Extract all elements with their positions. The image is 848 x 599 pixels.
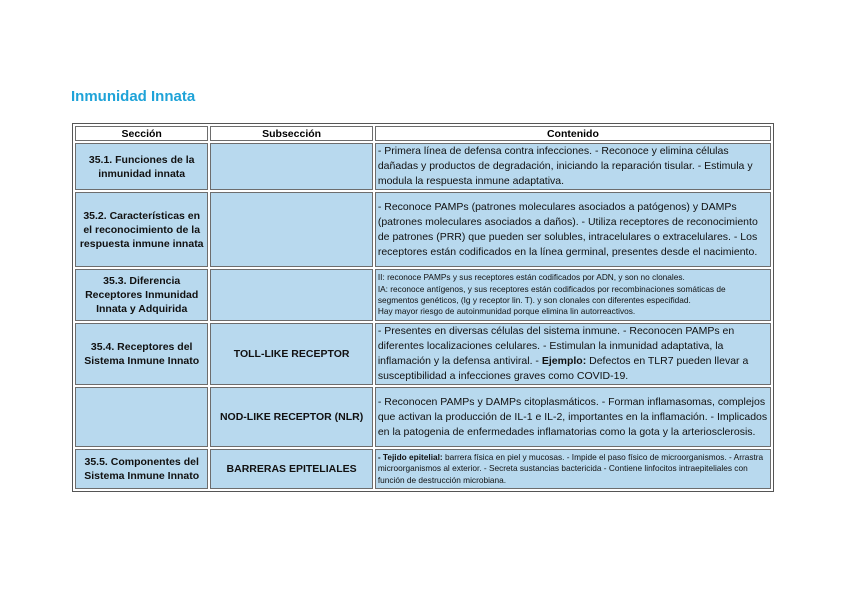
cell-subseccion — [210, 269, 372, 321]
cell-subseccion: BARRERAS EPITELIALES — [210, 449, 372, 489]
content-line: IA: reconoce antígenos, y sus receptores están codificados por recombinaciones somáticas de segmentos genéticos, (Ig y receptor lin. T). y son clonales con diferentes especifidad. — [377, 283, 726, 305]
table-row — [75, 143, 771, 190]
cell-seccion: 35.3. Diferencia Receptores Inmunidad Innata y Adquirida — [75, 269, 208, 321]
cell-seccion: 35.5. Componentes del Sistema Inmune Innato — [75, 449, 208, 489]
header-row — [75, 126, 771, 141]
cell-subseccion: TOLL-LIKE RECEPTOR — [210, 323, 372, 385]
content-bold: - Tejido epitelial: — [377, 451, 443, 462]
cell-contenido: - Primera línea de defensa contra infecciones. - Reconoce y elimina células dañadas y productos de degradación, iniciando la reparación tisular. - Estimula y modula la respuesta inmune adaptativa. — [375, 143, 771, 190]
header-contenido: Contenido — [375, 126, 771, 141]
cell-seccion: 35.2. Características en el reconocimiento de la respuesta inmune innata — [75, 192, 208, 267]
content-text: Defectos en TLR7 pueden llevar a susceptibilidad a infecciones graves como COVID-19. — [377, 355, 749, 382]
cell-subseccion: NOD-LIKE RECEPTOR (NLR) — [210, 387, 372, 447]
table-row — [75, 323, 771, 385]
content-line: Hay mayor riesgo de autoinmunidad porque elimina lin autorreactivos. — [377, 306, 636, 317]
cell-seccion — [75, 387, 208, 447]
cell-contenido: - Reconoce PAMPs (patrones moleculares asociados a patógenos) y DAMPs (patrones moleculares asociados a daños). - Utiliza receptores de reconocimiento de patrones (PRR) que pueden ser solubles, intracelulares o extracelulares. - Los receptores están codificados en la línea germinal, presentes desde el nacimiento. — [375, 192, 771, 267]
cell-subseccion — [210, 143, 372, 190]
table-row — [75, 449, 771, 489]
content-line: II: reconoce PAMPs y sus receptores están codificados por ADN, y son no clonales. — [377, 272, 685, 283]
cell-seccion: 35.1. Funciones de la inmunidad innata — [75, 143, 208, 190]
table-row — [75, 269, 771, 321]
table-row — [75, 192, 771, 267]
cell-contenido — [375, 269, 771, 321]
content-bold: Ejemplo: — [541, 355, 587, 367]
header-subseccion: Subsección — [210, 126, 372, 141]
cell-seccion: 35.4. Receptores del Sistema Inmune Innato — [75, 323, 208, 385]
content-text: barrera física en piel y mucosas. - Impide el paso físico de microorganismos. - Arrastra microorganismos al exterior. - Secreta sustancias bactericida - Contiene linfocitos intraepiteliales con función de destrucción microbiana. — [377, 451, 764, 485]
page-title: Inmunidad Innata — [71, 88, 196, 105]
content-text: - Presentes en diversas células del sistema inmune. - Reconocen PAMPs en diferentes localizaciones celulares. - Estimulan la inmunidad adaptativa, la inflamación y la defensa antiviral. - — [377, 325, 735, 367]
header-seccion: Sección — [75, 126, 208, 141]
table-row — [75, 387, 771, 447]
cell-contenido — [375, 323, 771, 385]
cell-contenido: - Reconocen PAMPs y DAMPs citoplasmáticos. - Forman inflamasomas, complejos que activan la producción de IL-1 e IL-2, importantes en la inflamación. - Implicados en la patogenia de enfermedades inflamatorias como la gota y la arteriosclerosis. — [375, 387, 771, 447]
cell-contenido — [375, 449, 771, 489]
cell-subseccion — [210, 192, 372, 267]
content-table — [72, 123, 774, 492]
